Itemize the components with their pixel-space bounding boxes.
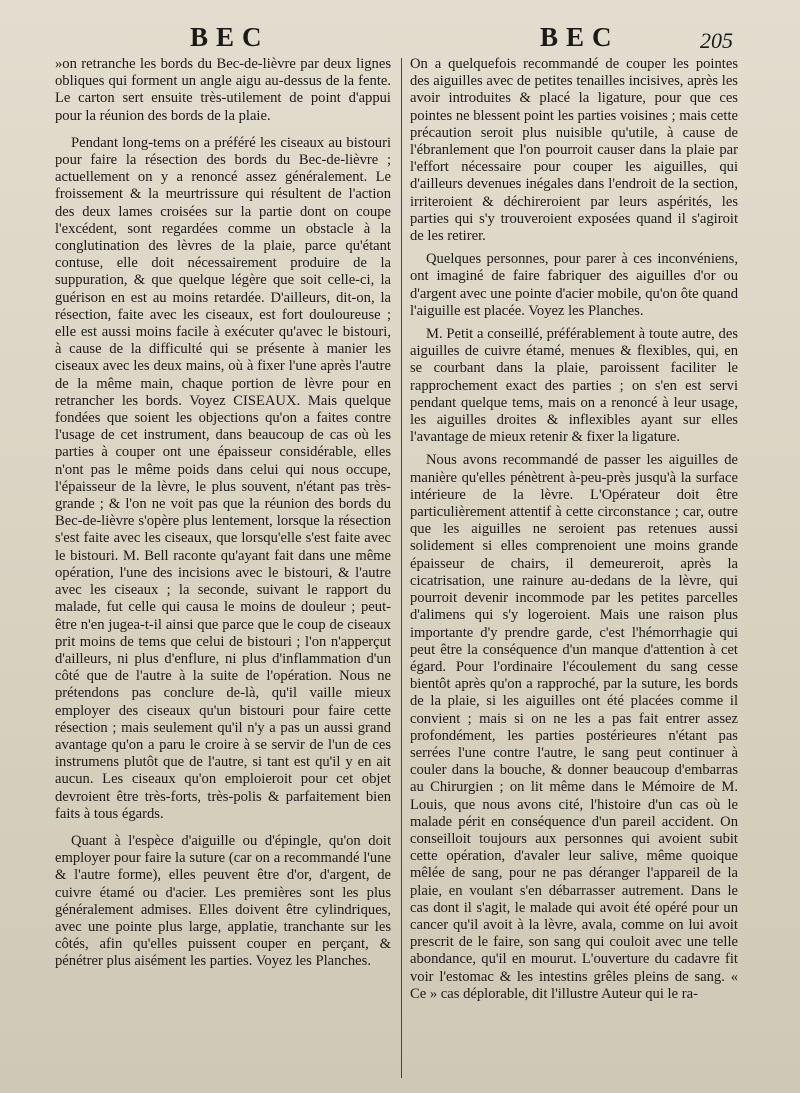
paragraph: On a quelquefois recommandé de couper les pointes des aiguilles avec de petites tenailles incisives, après les avoir introduites & placé la ligature, pour que ces pointes ne blessent point les parties voisines ; mais cette précaution seroit plus nuisible qu'utile, à cause de l'ébranlement que l'on pourroit causer dans la plaie par l'effort nécessaire pour couper les aiguilles, qui d'ailleurs devenues inégales dans l'endroit de la section, irriteroient & déchireroient par leurs aspérités, les parties qui s'y trouveroient exposées quand il s'agiroit de les retirer. (410, 56, 738, 245)
paragraph: »on retranche les bords du Bec-de-lièvre par deux lignes obliques qui forment un angle aigu au-dessus de la fente. Le carton sert ensuite très-utilement de point d'appui pour la réunion des bords de la plaie. (55, 56, 391, 124)
paragraph: Nous avons recommandé de passer les aiguilles de manière qu'elles pénètrent à-peu-près jusqu'à la surface intérieure de la lèvre. L'Opérateur doit être particulièrement attentif à cette circonstance ; car, outre que les aiguilles ne seroient pas retenues aussi solidement si elles comprenoient une moins grande épaisseur de chairs, il demeureroit, après la cicatrisation, une rainure au-dedans de la lèvre, qui pourroit devenir incommode par les petites parcelles d'alimens qui s'y logeroient. Mais une raison plus importante d'y prendre garde, c'est l'hémorrhagie qui peut être la conséquence d'un manque d'attention à cet égard. Pour l'ordinaire l'écoulement du sang cesse bientôt après qu'on a rapproché, par la suture, les bords de la plaie, si les aiguilles ont été placées comme il convient ; mais si on ne les a pas fait entrer assez profondément, les parties postérieures n'étant pas serrées l'une contre l'autre, le sang peut continuer à couler dans la bouche, & donner beaucoup d'embarras au Chirurgien ; on lit même dans le Mémoire de M. Louis, que nous avons cité, l'histoire d'un cas où le malade périt en conséquence d'un pareil accident. On conseilloit toujours aux personnes qui avoient subit cette opération, d'avaler leur salive, même quoique mêlée de sang, pour ne pas déranger l'appareil de la plaie, en voulant s'en débarrasser autrement. Dans le cas dont il s'agit, le malade qui avoit été opéré pour un cancer qu'il avoit à la lèvre, avala, comme on lui avoit prescrit de le faire, son sang qui couloit avec une telle abondance, qu'il en mourut. L'ouverture du cadavre fit voir l'estomac & les intestins grêles pleins de sang. « Ce » cas déplorable, dit l'illustre Auteur qui le ra- (410, 452, 738, 1002)
page-number: 205 (700, 28, 733, 53)
right-column (410, 56, 738, 1081)
running-head-left: BEC (190, 22, 270, 52)
running-head-right: BEC (540, 22, 620, 52)
paragraph: Pendant long-tems on a préféré les ciseaux au bistouri pour faire la résection des bords du Bec-de-lièvre ; actuellement on y a renoncé assez généralement. Le froissement & la meurtrissure qui résultent de l'action des deux lames croisées sur la partie dont on coupe l'excédent, sont regardées comme un obstacle à la conglutination des lèvres de la plaie, parce qu'étant contuse, elle doit nécessairement produire de la suppuration, & que quelque légère que soit celle-ci, la guérison en est au moins retardée. D'ailleurs, dit-on, la résection, faite avec les ciseaux, est fort douloureuse ; elle est aussi moins facile à exécuter qu'avec le bistouri, à cause de la difficulté qui se présente à manier les ciseaux avec les deux mains, où à fixer l'une après l'autre de la même main, chaque portion de lèvre pour en retrancher les bords. Voyez CISEAUX. Mais quelque fondées que soient les objections qu'on a faites contre l'usage de cet instrument, dans beaucoup de cas où les parties à couper ont une épaisseur considérable, elles n'ont pas le même poids dans celui qui nous occupe, l'épaisseur de la lèvre, le plus souvent, n'étant pas très-grande ; & l'on ne voit pas que la réunion des bords du Bec-de-lièvre s'opère plus lentement, lorsque la résection s'est faite avec les ciseaux, que lorsqu'elle s'est faite avec le bistouri. M. Bell raconte qu'ayant fait dans une même opération, l'une des incisions avec le bistouri, & l'autre avec les ciseaux ; la seconde, suivant le rapport du malade, fut celle qui causa le moins de douleur ; peut-être n'en jugea-t-il ainsi que parce que le coup de ciseaux prit moins de tems que celui de bistouri ; l'on n'apperçut d'ailleurs, ni plus d'enflure, ni plus d'inflammation d'un côté que de l'autre à la suite de l'opération. Nous ne prétendons pas conclure de-là, qu'il vaille mieux employer des ciseaux qu'un bistouri pour faire cette résection ; mais seulement qu'il n'y a pas un aussi grand avantage qu'on a paru le croire à se servir de l'un de ces instrumens plutôt que de l'autre, si tant est qu'il y en ait aucun. Les ciseaux qu'on emploieroit pour cet objet devroient être très-forts, très-polis & parfaitement bien faits à tous égards. (55, 134, 391, 822)
paragraph: Quelques personnes, pour parer à ces inconvéniens, ont imaginé de faire fabriquer des aiguilles d'or ou d'argent avec une pointe d'acier mobile, qu'on ôte quand l'aiguille est placée. Voyez les Planches. (410, 251, 738, 319)
left-column (55, 56, 391, 1081)
column-divider (401, 58, 402, 1078)
paragraph: Quant à l'espèce d'aiguille ou d'épingle, qu'on doit employer pour faire la suture (car on a recommandé l'une & l'autre forme), elles peuvent être d'or, d'argent, de cuivre étamé ou d'acier. Les premières sont les plus généralement admises. Elles doivent être cylindriques, avec une pointe plus large, applatie, tranchante sur les côtés, afin qu'elles puissent couper en perçant, & pénétrer plus aisément les parties. Voyez les Planches. (55, 832, 391, 970)
paragraph: M. Petit a conseillé, préférablement à toute autre, des aiguilles de cuivre étamé, menues & flexibles, qui, en se courbant dans la plaie, paroissent faciliter le rapprochement exact des parties ; on s'en est servi pendant quelque tems, mais on a renoncé à leur usage, les aiguilles droites & inflexibles ayant sur elles l'avantage de mieux retenir & fixer la ligature. (410, 326, 738, 446)
